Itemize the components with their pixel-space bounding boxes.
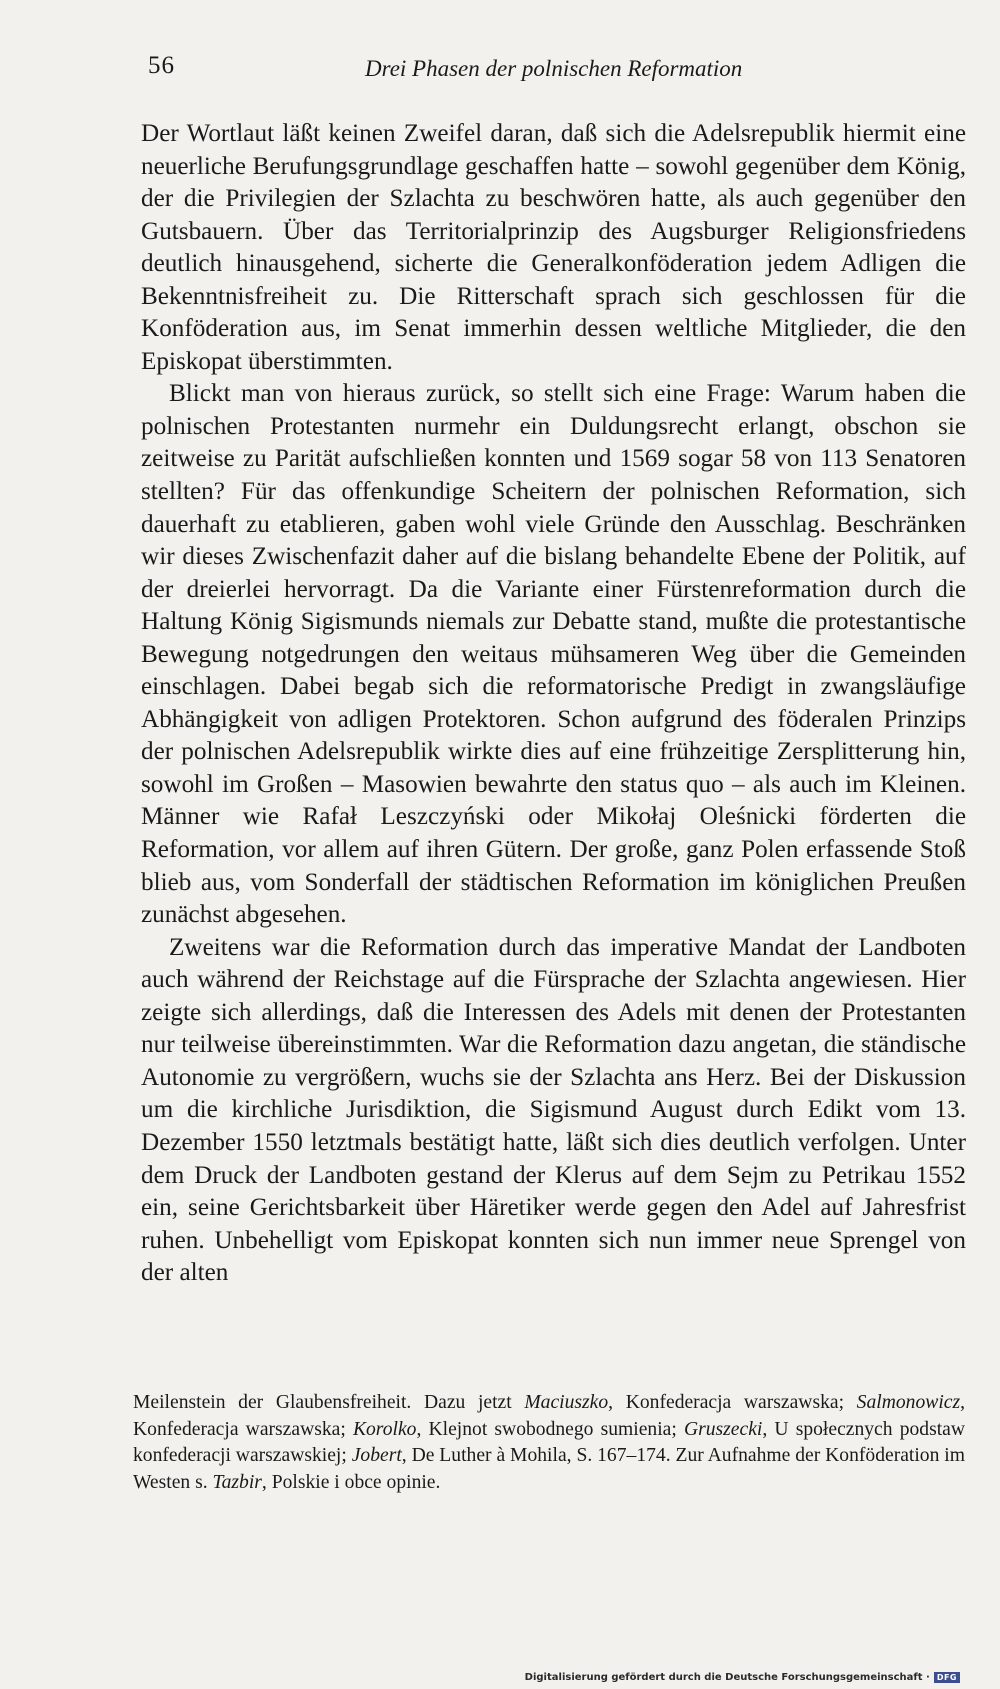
main-text: [141, 118, 966, 1290]
footnote-text: , Klejnot swobodnego sumienia;: [416, 1418, 684, 1440]
footnote-text: , Konfederacja warszawska;: [608, 1392, 857, 1413]
running-header: [148, 52, 748, 92]
footnote-author: Gruszecki: [683, 1418, 763, 1440]
page-number: 56: [148, 52, 175, 79]
footnote-text: , Polskie i obce opinie.: [261, 1471, 441, 1493]
credit-text: Digitalisierung gefördert durch die Deutsche Forschungsgemeinschaft ·: [524, 1672, 930, 1683]
footnote-text: Meilenstein der Glaubensfreiheit. Dazu jetzt: [133, 1392, 525, 1413]
paragraph-1: Der Wortlaut läßt keinen Zweifel daran, daß sich die Adelsrepublik hiermit eine neuerliche Berufungsgrundlage geschaffen hatte – sowohl gegenüber dem König, der die Privilegien der Szlachta zu beschwören hatte, als auch gegenüber den Gutsbauern. Über das Territorialprinzip des Augsburger Religionsfriedens deutlich hinausgehend, sicherte die Generalkonföderation jedem Adligen die Bekenntnisfreiheit zu. Die Ritterschaft sprach sich geschlossen für die Konföderation aus, im Senat immerhin dessen weltliche Mitglieder, die den Episkopat überstimmten.: [141, 120, 966, 375]
footnote: [133, 1390, 965, 1496]
footnote-author: Maciuszko: [524, 1392, 609, 1413]
running-title: Drei Phasen der polnischen Reformation: [365, 56, 743, 81]
paragraph-2: Blickt man von hieraus zurück, so stellt sich eine Frage: Warum haben die polnischen Protestanten nurmehr ein Duldungsrecht erlangt, obschon sie zeitweise zu Parität aufschließen konnten und 1569 sogar 58 von 113 Senatoren stellten? Für das offenkundige Scheitern der polnischen Reformation, sich dauerhaft zu etablieren, gaben wohl viele Gründe den Ausschlag. Beschränken wir dieses Zwischenfazit daher auf die bislang behandelte Ebene der Politik, auf der dreierlei hervorragt. Da die Variante einer Fürstenreformation durch die Haltung König Sigismunds niemals zur Debatte stand, mußte die protestantische Bewegung notgedrungen den weitaus mühsameren Weg über die Gemeinden einschlagen. Dabei begab sich die reformatorische Predigt in zwangsläufige Abhängigkeit von adligen Protektoren. Schon aufgrund des föderalen Prinzips der polnischen Adelsrepublik wirkte dies auf eine frühzeitige Zersplitterung hin, sowohl im Großen – Masowien bewahrte den status quo – als auch im Kleinen. Männer wie Rafał Leszczyński oder Mikołaj Oleśnicki förderten die Reformation, vor allem auf ihren Gütern. Der große, ganz Polen erfassende Stoß blieb aus, vom Sonderfall der städtischen Reformation im königlichen Preußen zunächst abgesehen.: [141, 380, 966, 929]
footnote-author: Salmonowicz: [856, 1392, 961, 1413]
digitization-credit: [525, 1672, 960, 1683]
footnote-text: , Konfederacja warszawska;: [133, 1392, 965, 1440]
footnote-author: Tazbir: [212, 1471, 262, 1493]
footnote-text: , De Luther à Mohila, S. 167–174. Zur Aufnahme der Konföderation im Westen s.: [133, 1445, 965, 1493]
paragraph-3: Zweitens war die Reformation durch das imperative Mandat der Landboten auch während der Reichstage auf die Fürsprache der Szlachta angewiesen. Hier zeigte sich allerdings, daß die Interessen des Adels mit denen der Protestanten nur teilweise übereinstimmten. War die Reformation dazu angetan, die ständische Autonomie zu vergrößern, wuchs sie der Szlachta ans Herz. Bei der Diskussion um die kirchliche Jurisdiktion, die Sigismund August durch Edikt vom 13. Dezember 1550 letztmals bestätigt hatte, läßt sich dies deutlich verfolgen. Unter dem Druck der Landboten gestand der Klerus auf dem Sejm zu Petrikau 1552 ein, seine Gerichtsbarkeit über Häretiker werde gegen den Adel auf Jahresfrist ruhen. Unbehelligt vom Episkopat konnten sich nun immer neue Sprengel von der alten: [141, 933, 966, 1287]
footnote-author: Korolko: [352, 1418, 417, 1440]
dfg-logo-icon: DFG: [934, 1672, 960, 1683]
footnote-author: Jobert: [351, 1445, 402, 1466]
footnote-text: , U społecznych podstaw konfederacji warszawskiej;: [133, 1418, 966, 1466]
